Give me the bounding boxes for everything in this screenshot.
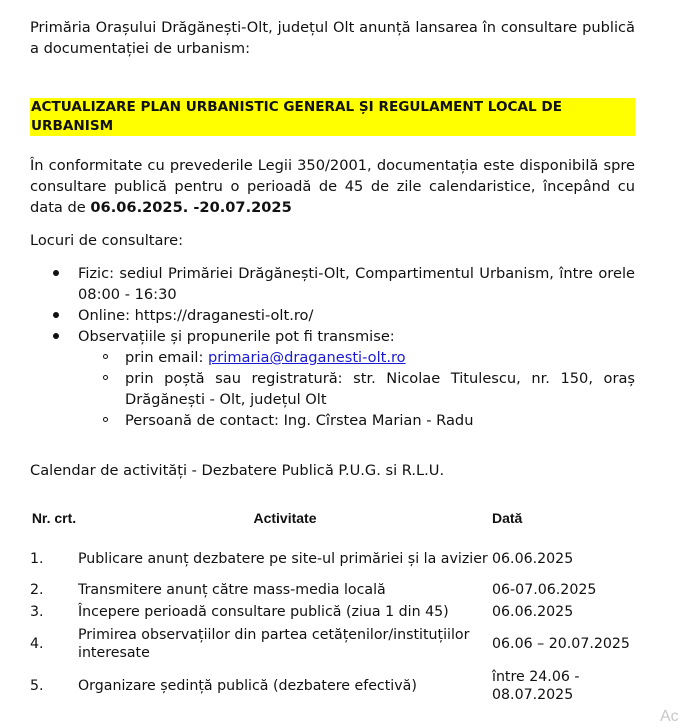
contact-person: Persoană de contact: Ing. Cîrstea Marian - Radu	[125, 412, 474, 429]
calendar-title: Calendar de activități - Dezbatere Publică P.U.G. si R.L.U.	[30, 462, 445, 479]
table-row	[30, 539, 640, 579]
headline-block	[30, 98, 635, 136]
header-date: Dată	[492, 510, 523, 526]
list-item	[30, 263, 635, 305]
list-item	[78, 368, 635, 410]
row-activity: Publicare anunț dezbatere pe site-ul primăriei și la avizier	[78, 551, 488, 567]
circle-bullet-icon	[103, 375, 108, 380]
row-date: 06-07.06.2025	[492, 582, 597, 598]
row-date: 06.06.2025	[492, 604, 574, 620]
bullet-icon	[53, 270, 59, 276]
list-item	[78, 347, 635, 368]
table-row	[30, 623, 640, 665]
conformity-paragraph	[30, 155, 635, 218]
table-row	[30, 601, 640, 623]
row-activity: Primirea observațiilor din partea cetățenilor/instituțiilor interesate	[78, 627, 470, 661]
row-date: 06.06.2025	[492, 551, 574, 567]
row-nr: 1.	[30, 551, 44, 567]
list-item	[78, 410, 635, 431]
submission-methods-list	[78, 347, 635, 431]
row-date: 06.06 – 20.07.2025	[492, 636, 630, 652]
table-header-row	[30, 497, 640, 539]
post-address: prin poștă sau registratură: str. Nicolae Titulescu, nr. 150, oraș Drăgănești - Olt, județul Olt	[125, 370, 635, 408]
conformity-text: În conformitate cu prevederile Legii 350/2001, documentația este disponibilă spre consultare publică pentru o perioadă de 45 de zile calendaristice, începând cu data de	[30, 157, 635, 216]
row-date: între 24.06 - 08.07.2025	[492, 669, 580, 703]
bullet-icon	[53, 312, 59, 318]
row-nr: 4.	[30, 636, 44, 652]
table-row	[30, 579, 640, 601]
activities-table	[30, 497, 640, 707]
document-page	[30, 17, 635, 707]
row-activity: Începere perioadă consultare publică (ziua 1 din 45)	[78, 604, 449, 620]
activation-watermark: Ac	[660, 708, 679, 725]
headline: ACTUALIZARE PLAN URBANISTIC GENERAL ȘI REGULAMENT LOCAL DE URBANISM	[30, 98, 635, 136]
row-activity: Organizare ședință publică (dezbatere efectivă)	[78, 678, 417, 694]
email-link[interactable]: primaria@draganesti-olt.ro	[208, 349, 406, 366]
row-activity: Transmitere anunț către mass-media locală	[78, 582, 386, 598]
row-nr: 5.	[30, 678, 44, 694]
locations-list	[30, 263, 635, 431]
header-nr: Nr. crt.	[31, 509, 77, 526]
locations-heading: Locuri de consultare:	[30, 232, 183, 249]
circle-bullet-icon	[103, 354, 108, 359]
bullet-online: Online: https://draganesti-olt.ro/	[78, 307, 314, 324]
circle-bullet-icon	[103, 417, 108, 422]
row-nr: 3.	[30, 604, 44, 620]
bullet-physical: Fizic: sediul Primăriei Drăgănești-Olt, Compartimentul Urbanism, între orele 08:00 - 16:30	[78, 265, 635, 303]
intro-paragraph: Primăria Orașului Drăgănești-Olt, județul Olt anunță lansarea în consultare publică a documentației de urbanism:	[30, 19, 635, 57]
table-row	[30, 665, 640, 707]
bullet-observations: Observațiile și propunerile pot fi transmise:	[78, 328, 395, 345]
list-item	[30, 326, 635, 431]
consultation-period: 06.06.2025. -20.07.2025	[90, 199, 292, 216]
bullet-icon	[53, 333, 59, 339]
list-item	[30, 305, 635, 326]
header-activity: Activitate	[253, 510, 317, 526]
row-nr: 2.	[30, 582, 44, 598]
email-prefix: prin email:	[125, 349, 209, 366]
